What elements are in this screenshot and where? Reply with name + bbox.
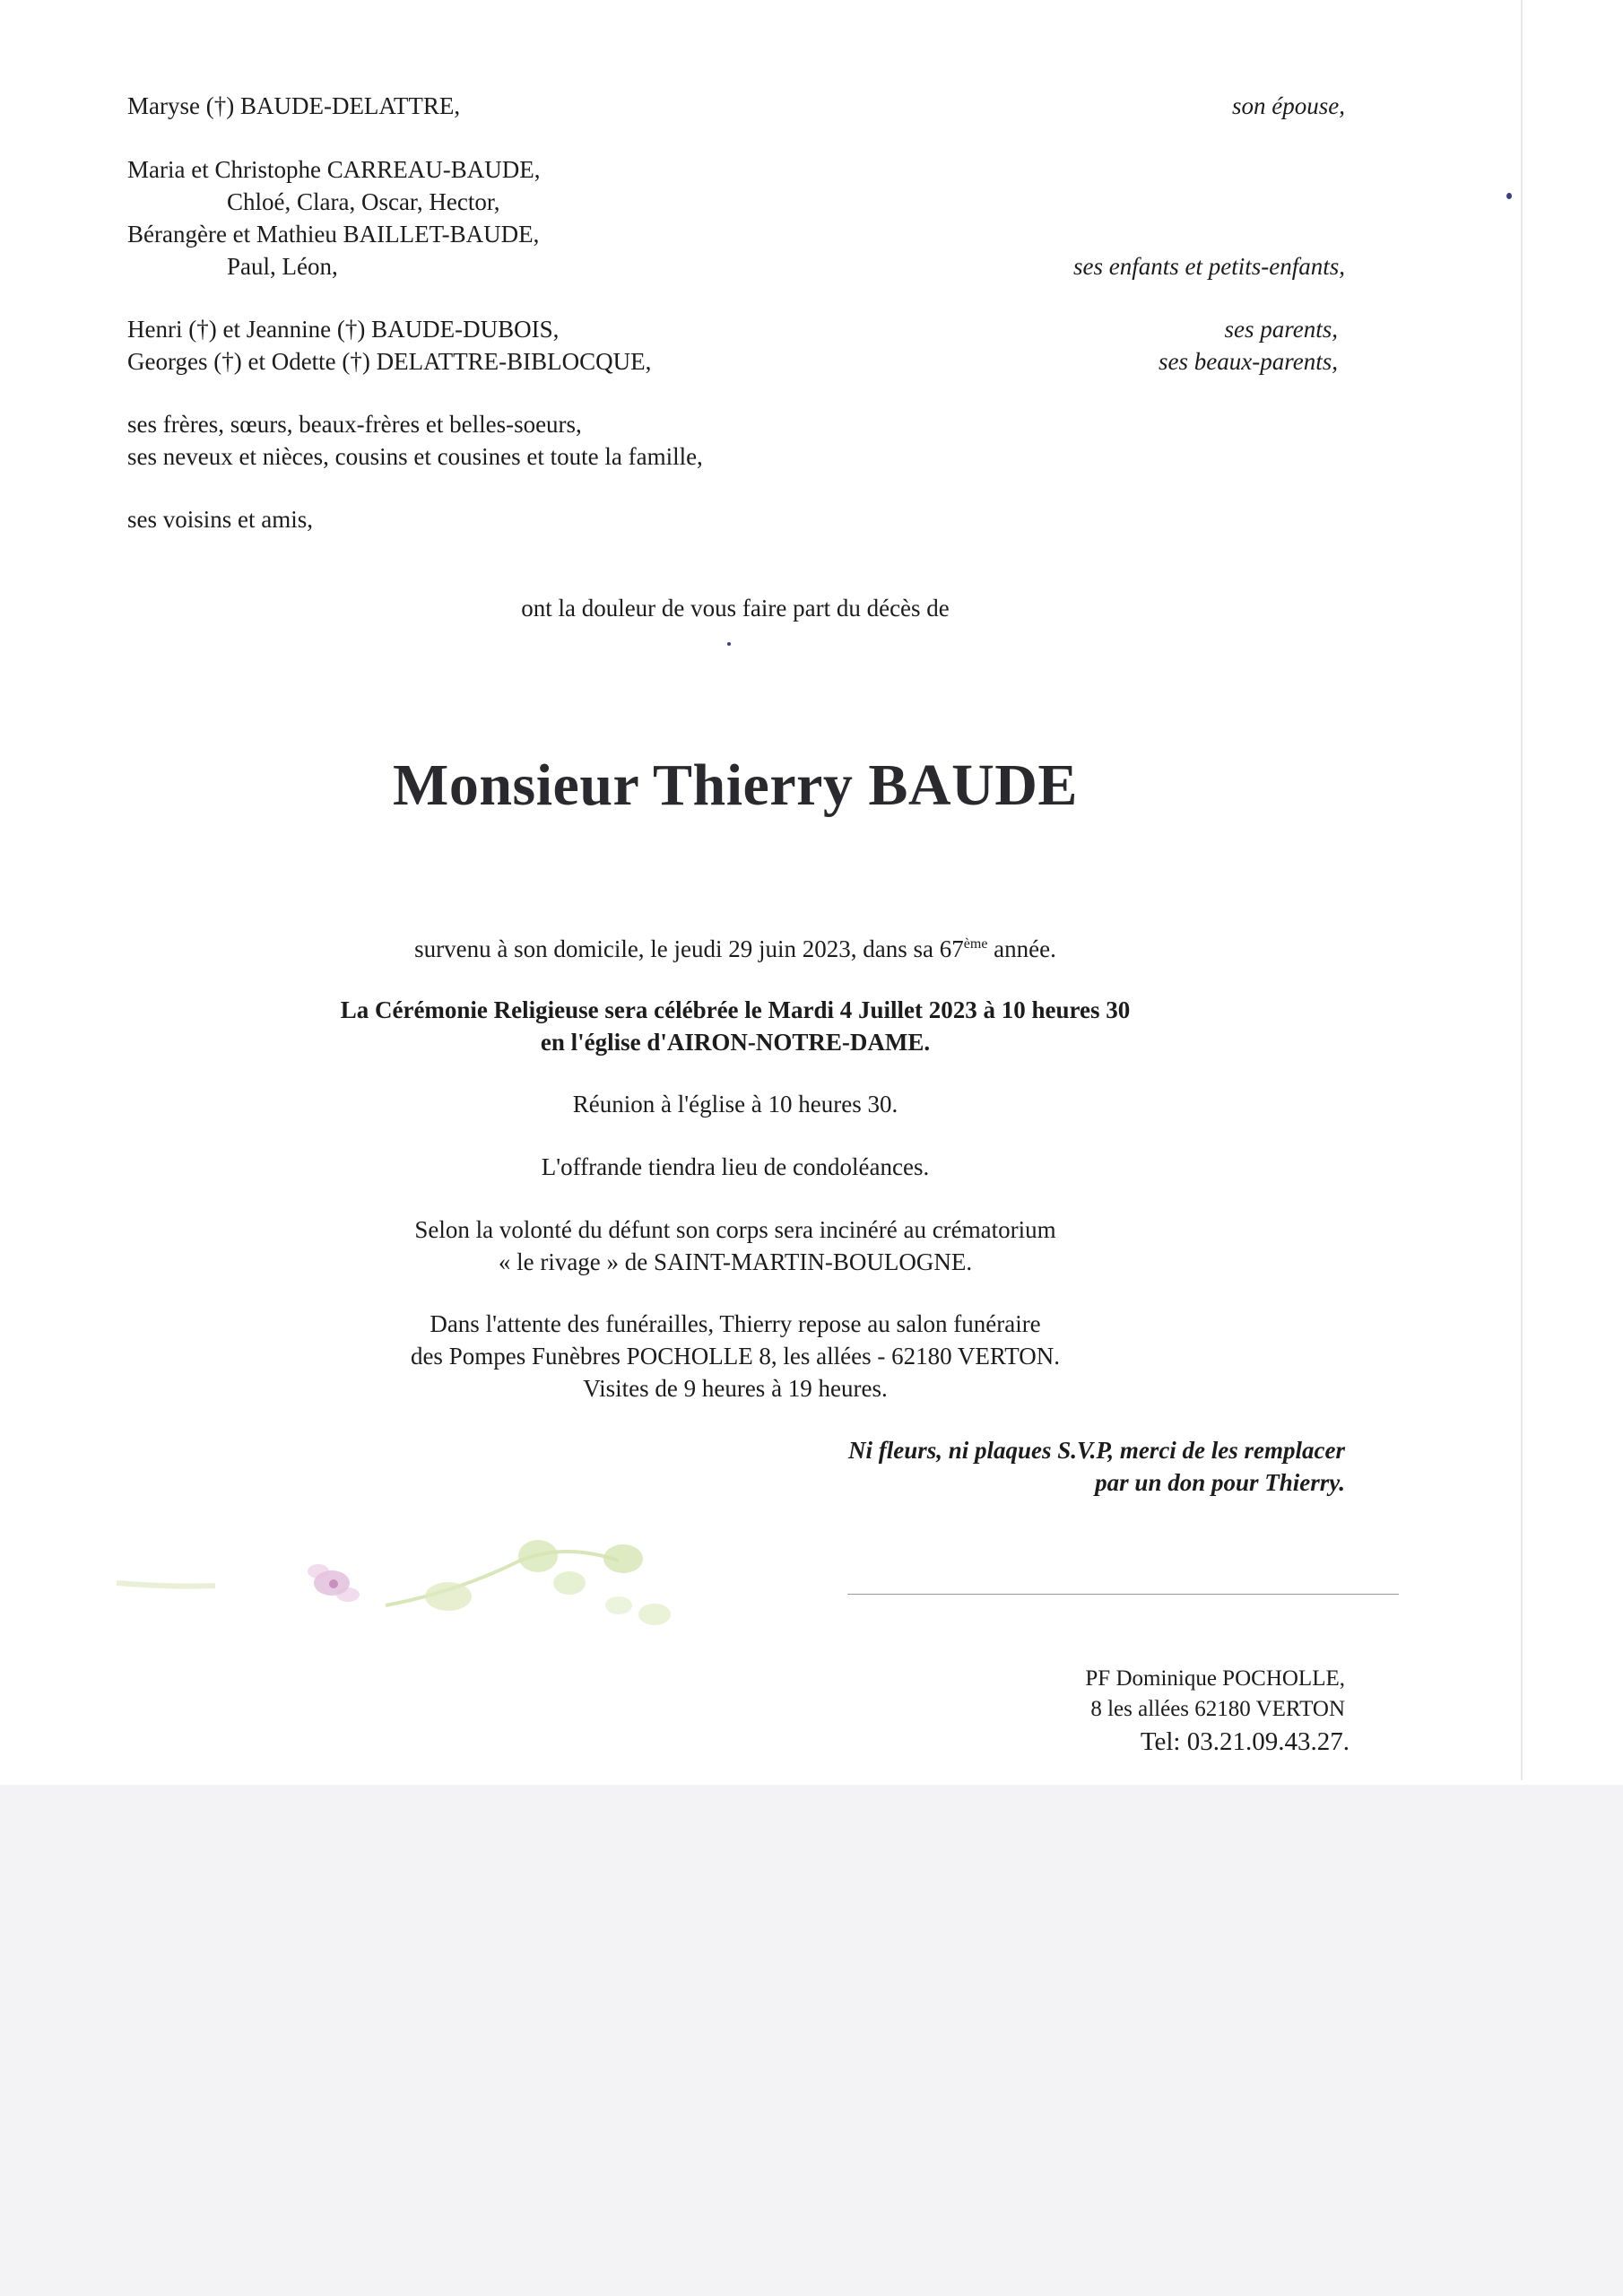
intro-line: ont la douleur de vous faire part du décès de: [521, 595, 950, 622]
funeral-home-phone: Tel: 03.21.09.43.27.: [1140, 1727, 1350, 1756]
parents-line: Henri (†) et Jeannine (†) BAUDE-DUBOIS,: [127, 316, 560, 343]
children-role: ses enfants et petits-enfants,: [1073, 253, 1345, 280]
in-laws-role: ses beaux-parents,: [1159, 348, 1338, 375]
funeral-home-name: PF Dominique POCHOLLE,: [1085, 1666, 1345, 1691]
friends-line: ses voisins et amis,: [127, 506, 313, 533]
ceremony-location: en l'église d'AIRON-NOTRE-DAME.: [540, 1029, 931, 1056]
child-line: Maria et Christophe CARREAU-BAUDE,: [127, 156, 541, 183]
scan-edge: [1521, 0, 1523, 1780]
wake-line: Dans l'attente des funérailles, Thierry repose au salon funéraire: [430, 1310, 1041, 1337]
siblings-line: ses frères, sœurs, beaux-frères et belles-soeurs,: [127, 411, 582, 438]
parents-role: ses parents,: [1224, 316, 1338, 343]
ordinal-suffix: ème: [963, 936, 988, 952]
death-details-end: année.: [987, 935, 1056, 962]
funeral-home-address: 8 les allées 62180 VERTON: [1090, 1697, 1345, 1721]
divider-line: [847, 1594, 1399, 1595]
spouse-name: Maryse (†) BAUDE-DELATTRE,: [127, 92, 461, 119]
cremation-line: Selon la volonté du défunt son corps sera incinéré au crématorium: [414, 1216, 1056, 1243]
ink-speck: [727, 642, 731, 646]
ink-speck: [1506, 193, 1512, 199]
child-line: Bérangère et Mathieu BAILLET-BAUDE,: [127, 221, 540, 248]
flowers-notice: Ni fleurs, ni plaques S.V.P, merci de les remplacer: [847, 1437, 1345, 1464]
spouse-role: son épouse,: [1232, 92, 1345, 119]
grandchildren-line: Chloé, Clara, Oscar, Hector,: [227, 188, 500, 215]
deceased-name: Monsieur Thierry BAUDE: [393, 752, 1078, 818]
death-details: [0, 933, 1471, 965]
orchid-branch-illustration: [117, 1507, 708, 1650]
wake-address: des Pompes Funèbres POCHOLLE 8, les allées - 62180 VERTON.: [410, 1343, 1061, 1370]
death-details-text: survenu à son domicile, le jeudi 29 juin 2023, dans sa 67: [414, 935, 964, 962]
cremation-location: « le rivage » de SAINT-MARTIN-BOULOGNE.: [498, 1248, 973, 1275]
meeting-line: Réunion à l'église à 10 heures 30.: [572, 1091, 898, 1118]
relatives-line: ses neveux et nièces, cousins et cousines et toute la famille,: [127, 443, 703, 470]
offering-line: L'offrande tiendra lieu de condoléances.: [541, 1153, 930, 1180]
ceremony-line: La Cérémonie Religieuse sera célébrée le Mardi 4 Juillet 2023 à 10 heures 30: [340, 996, 1131, 1023]
donation-notice: par un don pour Thierry.: [1095, 1469, 1345, 1496]
grandchildren-line: Paul, Léon,: [227, 253, 338, 280]
visiting-hours: Visites de 9 heures à 19 heures.: [583, 1375, 888, 1402]
in-laws-line: Georges (†) et Odette (†) DELATTRE-BIBLOCQUE,: [127, 348, 652, 375]
scan-background: [0, 1785, 1623, 2296]
